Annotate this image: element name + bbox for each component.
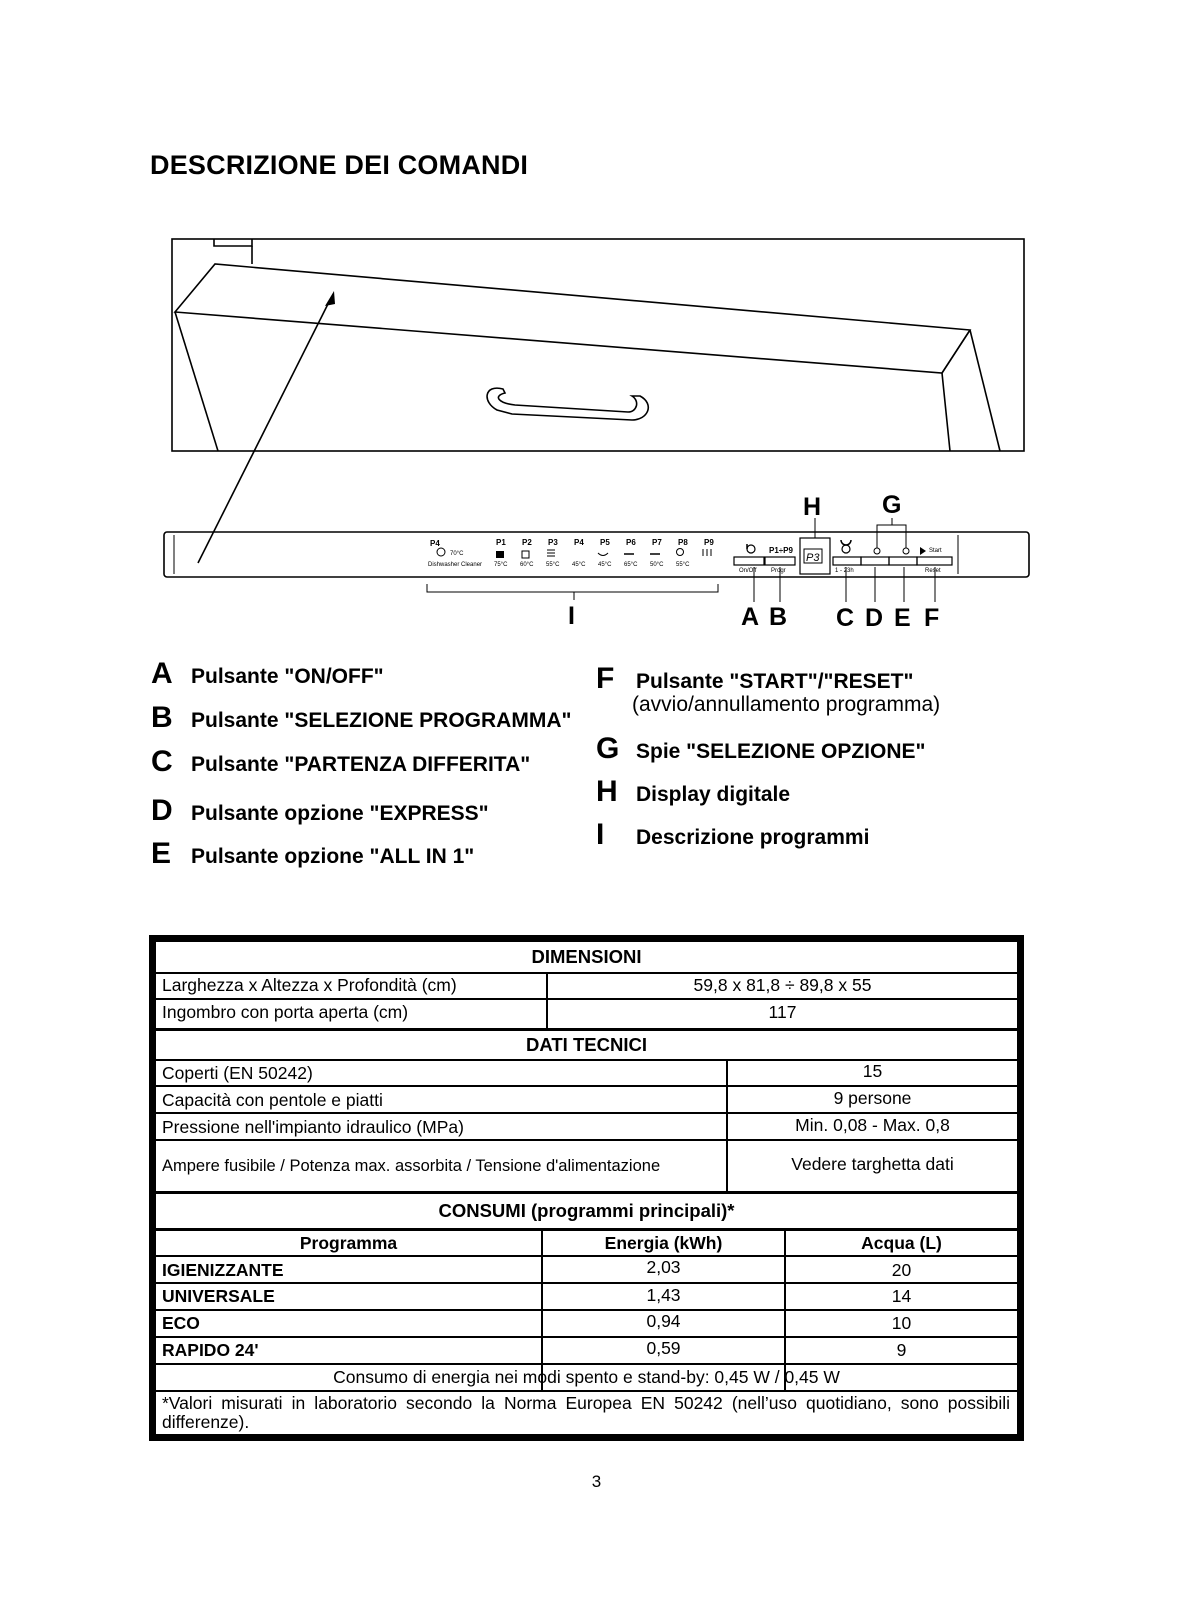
callout-b: B: [769, 603, 788, 631]
control-panel-diagram: [0, 0, 1193, 640]
clock-icon: [841, 540, 851, 545]
display-value: P3: [806, 552, 820, 564]
legend-item-a: A Pulsante "ON/OFF": [151, 657, 384, 690]
tech-value-2: 9 persone: [833, 1088, 912, 1108]
legend-item-d: D Pulsante opzione "EXPRESS": [151, 794, 489, 827]
callout-f: F: [924, 604, 940, 632]
program-temp-label: 55°C: [546, 562, 560, 568]
page-title: DESCRIZIONE DEI COMANDI: [150, 150, 529, 180]
legend-item-c: C Pulsante "PARTENZA DIFFERITA": [151, 745, 531, 778]
dim-label-1: Larghezza x Altezza x Profondità (cm): [162, 975, 457, 995]
callout-e: E: [894, 604, 911, 632]
cons-row-water: 14: [891, 1286, 912, 1306]
cons-row-water: 10: [891, 1313, 912, 1333]
handle-shape: [487, 388, 648, 420]
standby-consumption: Consumo di energia nei modi spento e stand-by: 0,45 W / 0,45 W: [333, 1367, 840, 1387]
cons-row-water: 9: [896, 1340, 907, 1360]
cons-row-energy: 0,94: [646, 1311, 681, 1331]
start-label: Start: [929, 548, 942, 554]
footnote: *Valori misurati in laboratorio secondo la Norma Europea EN 50242 (nell’uso quotidiano, sono possibili differenze).: [162, 1393, 1010, 1432]
legend-item-b: B Pulsante "SELEZIONE PROGRAMMA": [151, 701, 572, 734]
program-code-label: P7: [652, 538, 662, 547]
legend-item-e: E Pulsante opzione "ALL IN 1": [151, 837, 475, 870]
page-number: 3: [591, 1472, 602, 1491]
legend-item-h: H Display digitale: [596, 775, 791, 808]
program-temp-label: 45°C: [598, 562, 612, 568]
tech-value-4: Vedere targhetta dati: [791, 1154, 954, 1174]
tech-value-1: 15: [862, 1061, 883, 1081]
callout-g: G: [882, 491, 902, 519]
program-code-label: P2: [522, 538, 532, 547]
tech-label-2: Capacità con pentole e piatti: [162, 1090, 383, 1110]
tech-value-3: Min. 0,08 - Max. 0,8: [795, 1115, 950, 1135]
legend-item-g: G Spie "SELEZIONE OPZIONE": [596, 732, 926, 765]
program-code-label: P1: [496, 538, 506, 547]
callout-d: D: [865, 604, 884, 632]
program-temp-label: 50°C: [650, 562, 664, 568]
legend-f-subtitle: (avvio/annullamento programma): [632, 693, 941, 716]
spec-table: [149, 935, 1024, 1441]
cons-row-energy: 1,43: [646, 1285, 681, 1305]
callout-a: A: [741, 603, 760, 631]
cons-row-program: RAPIDO 24': [162, 1340, 259, 1360]
dim-title: DIMENSIONI: [531, 946, 642, 967]
callout-i: I: [568, 602, 575, 630]
program-code-label: P4: [574, 538, 584, 547]
program-code-label: P5: [600, 538, 610, 547]
program-temp-label: 45°C: [572, 562, 586, 568]
callout-h: H: [803, 493, 822, 521]
temp-70: 70°C: [450, 551, 464, 557]
tech-title: DATI TECNICI: [526, 1034, 647, 1055]
program-code-label: P3: [548, 538, 558, 547]
cons-row-energy: 0,59: [646, 1338, 681, 1358]
dim-value-2: 117: [768, 1002, 797, 1022]
cons-row-energy: 2,03: [646, 1257, 681, 1277]
control-panel-strip: [164, 532, 1029, 577]
play-icon: [920, 547, 926, 555]
progr-label: Progr: [771, 568, 786, 574]
cons-title: CONSUMI (programmi principali)*: [438, 1200, 735, 1221]
legend-item-i: I Descrizione programmi: [596, 818, 870, 851]
cons-row-program: IGIENIZZANTE: [162, 1260, 284, 1280]
program-temp-label: 55°C: [676, 562, 690, 568]
tech-label-1: Coperti (EN 50242): [162, 1063, 313, 1083]
p4-label: P4: [430, 539, 440, 548]
program-code-label: P8: [678, 538, 688, 547]
cons-row-program: UNIVERSALE: [162, 1286, 275, 1306]
program-code-label: P6: [626, 538, 636, 547]
dim-label-2: Ingombro con porta aperta (cm): [162, 1002, 409, 1022]
reset-label: Reset: [925, 568, 941, 574]
p1-p9-label: P1÷P9: [769, 546, 793, 555]
tech-label-3: Pressione nell'impianto idraulico (MPa): [162, 1117, 464, 1137]
program-temp-label: 60°C: [520, 562, 534, 568]
dim-value-1: 59,8 x 81,8 ÷ 89,8 x 55: [693, 975, 872, 995]
on-off-label: On/Off: [739, 568, 757, 574]
cons-row-program: ECO: [162, 1313, 200, 1333]
dishwasher-cleaner: Dishwasher Cleaner: [428, 562, 483, 568]
program-temp-label: 65°C: [624, 562, 638, 568]
legend-item-f: F Pulsante "START"/"RESET": [596, 662, 914, 695]
cons-header-water: Acqua (L): [861, 1233, 942, 1253]
program-temp-label: 75°C: [494, 562, 508, 568]
cons-header-program: Programma: [299, 1233, 398, 1253]
cons-header-energy: Energia (kWh): [604, 1233, 723, 1253]
callout-c: C: [836, 604, 855, 632]
cons-row-water: 20: [891, 1260, 912, 1280]
program-code-label: P9: [704, 538, 714, 547]
delay-label: 1 - 23h: [835, 568, 854, 574]
tech-label-4: Ampere fusibile / Potenza max. assorbita / Tensione d'alimentazione: [162, 1157, 661, 1175]
